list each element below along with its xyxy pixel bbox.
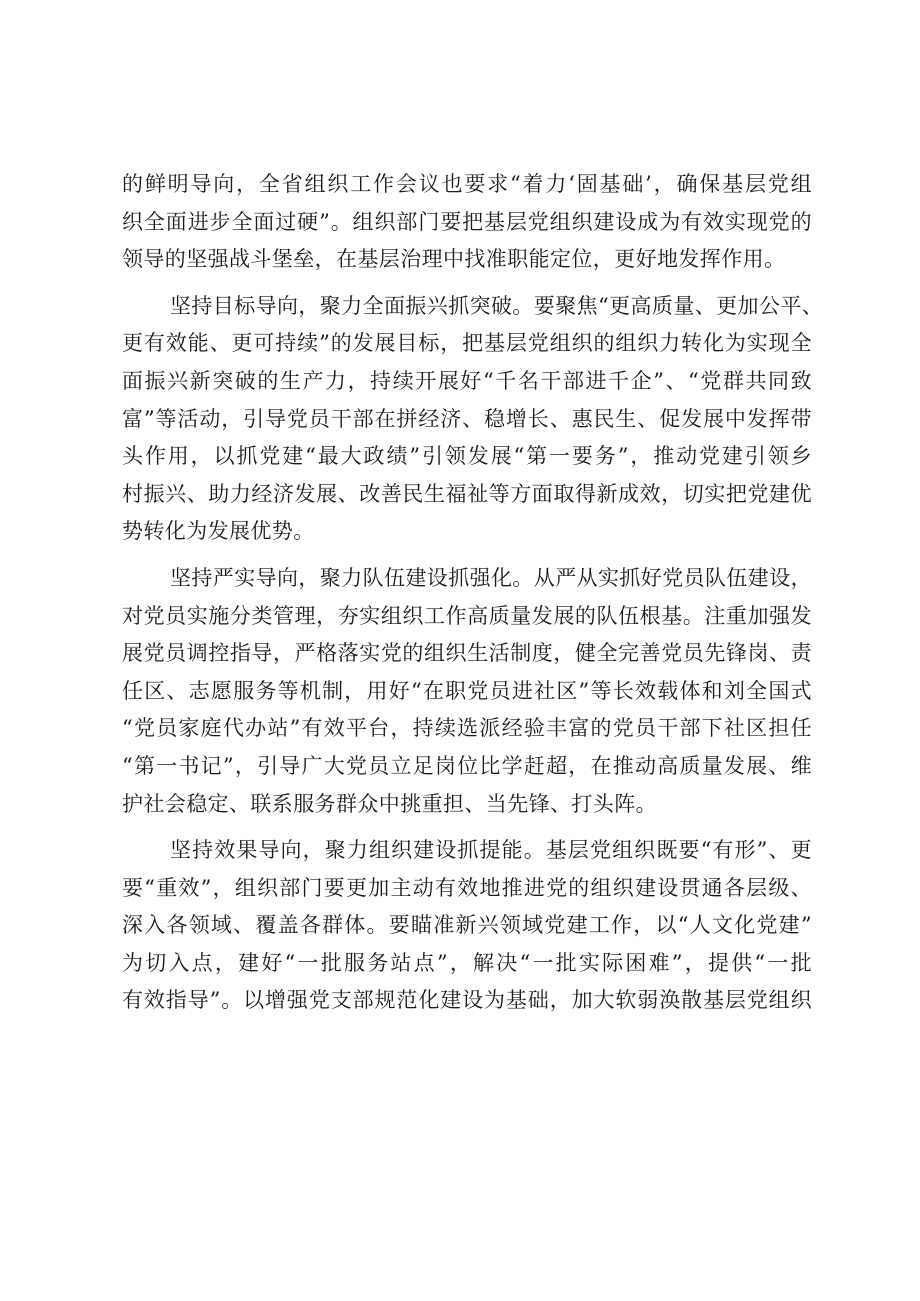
text-line: 势转化为发展优势。 [122, 519, 315, 544]
text-line: 对党员实施分类管理，夯实组织工作高质量发展的队伍根基。注重加强发 [122, 603, 812, 628]
text-line: 要“重效”，组织部门要更加主动有效地推进党的组织建设贯通各层级、 [122, 875, 812, 900]
text-line: 富”等活动，引导党员干部在拼经济、稳增长、惠民生、促发展中发挥带 [122, 406, 812, 431]
text-line: 展党员调控指导，严格落实党的组织生活制度，健全完善党员先锋岗、责 [122, 641, 812, 666]
paragraph-effect-orientation [122, 832, 812, 1020]
text-line: 坚持效果导向，聚力组织建设抓提能。基层党组织既要“有形”、更 [170, 838, 812, 863]
paragraph-strict-orientation [122, 560, 812, 823]
text-line: 的鲜明导向，全省组织工作会议也要求“着力‘固基础’，确保基层党组 [122, 172, 812, 196]
text-line: 为切入点，建好“一批服务站点”，解决“一批实际困难”，提供“一批 [122, 950, 812, 975]
text-line: 织全面进步全面过硬”。组织部门要把基层党组织建设成为有效实现党的 [122, 209, 812, 234]
text-line: 有效指导”。以增强党支部规范化建设为基础，加大软弱涣散基层党组织 [122, 988, 812, 1013]
text-line: 村振兴、助力经济发展、改善民生福祉等方面取得新成效，切实把党建优 [122, 481, 812, 506]
text-line: 任区、志愿服务等机制，用好“在职党员进社区”等长效载体和刘全国式 [122, 678, 812, 703]
document-body [122, 166, 824, 1029]
text-line: 面振兴新突破的生产力，持续开展好“千名干部进千企”、“党群共同致 [122, 368, 812, 393]
text-line: 坚持严实导向，聚力队伍建设抓强化。从严从实抓好党员队伍建设， [170, 565, 812, 590]
paragraph-goal-orientation [122, 288, 824, 551]
paragraph-continuation [122, 166, 812, 279]
text-line: “党员家庭代办站”有效平台，持续选派经验丰富的党员干部下社区担任 [122, 716, 812, 741]
text-line: 头作用，以抓党建“最大政绩”引领发展“第一要务”，推动党建引领乡 [122, 444, 812, 469]
text-line: 护社会稳定、联系服务群众中挑重担、当先锋、打头阵。 [122, 791, 657, 816]
text-line: 坚持目标导向，聚力全面振兴抓突破。要聚焦“更高质量、更加公平、 [170, 293, 824, 318]
text-line: 领导的坚强战斗堡垒，在基层治理中找准职能定位，更好地发挥作用。 [122, 247, 786, 272]
text-line: 深入各领域、覆盖各群体。要瞄准新兴领域党建工作，以“人文化党建” [122, 913, 812, 938]
text-line: “第一书记”，引导广大党员立足岗位比学赶超，在推动高质量发展、维 [122, 753, 812, 778]
text-line: 更有效能、更可持续”的发展目标，把基层党组织的组织力转化为实现全 [122, 331, 812, 356]
